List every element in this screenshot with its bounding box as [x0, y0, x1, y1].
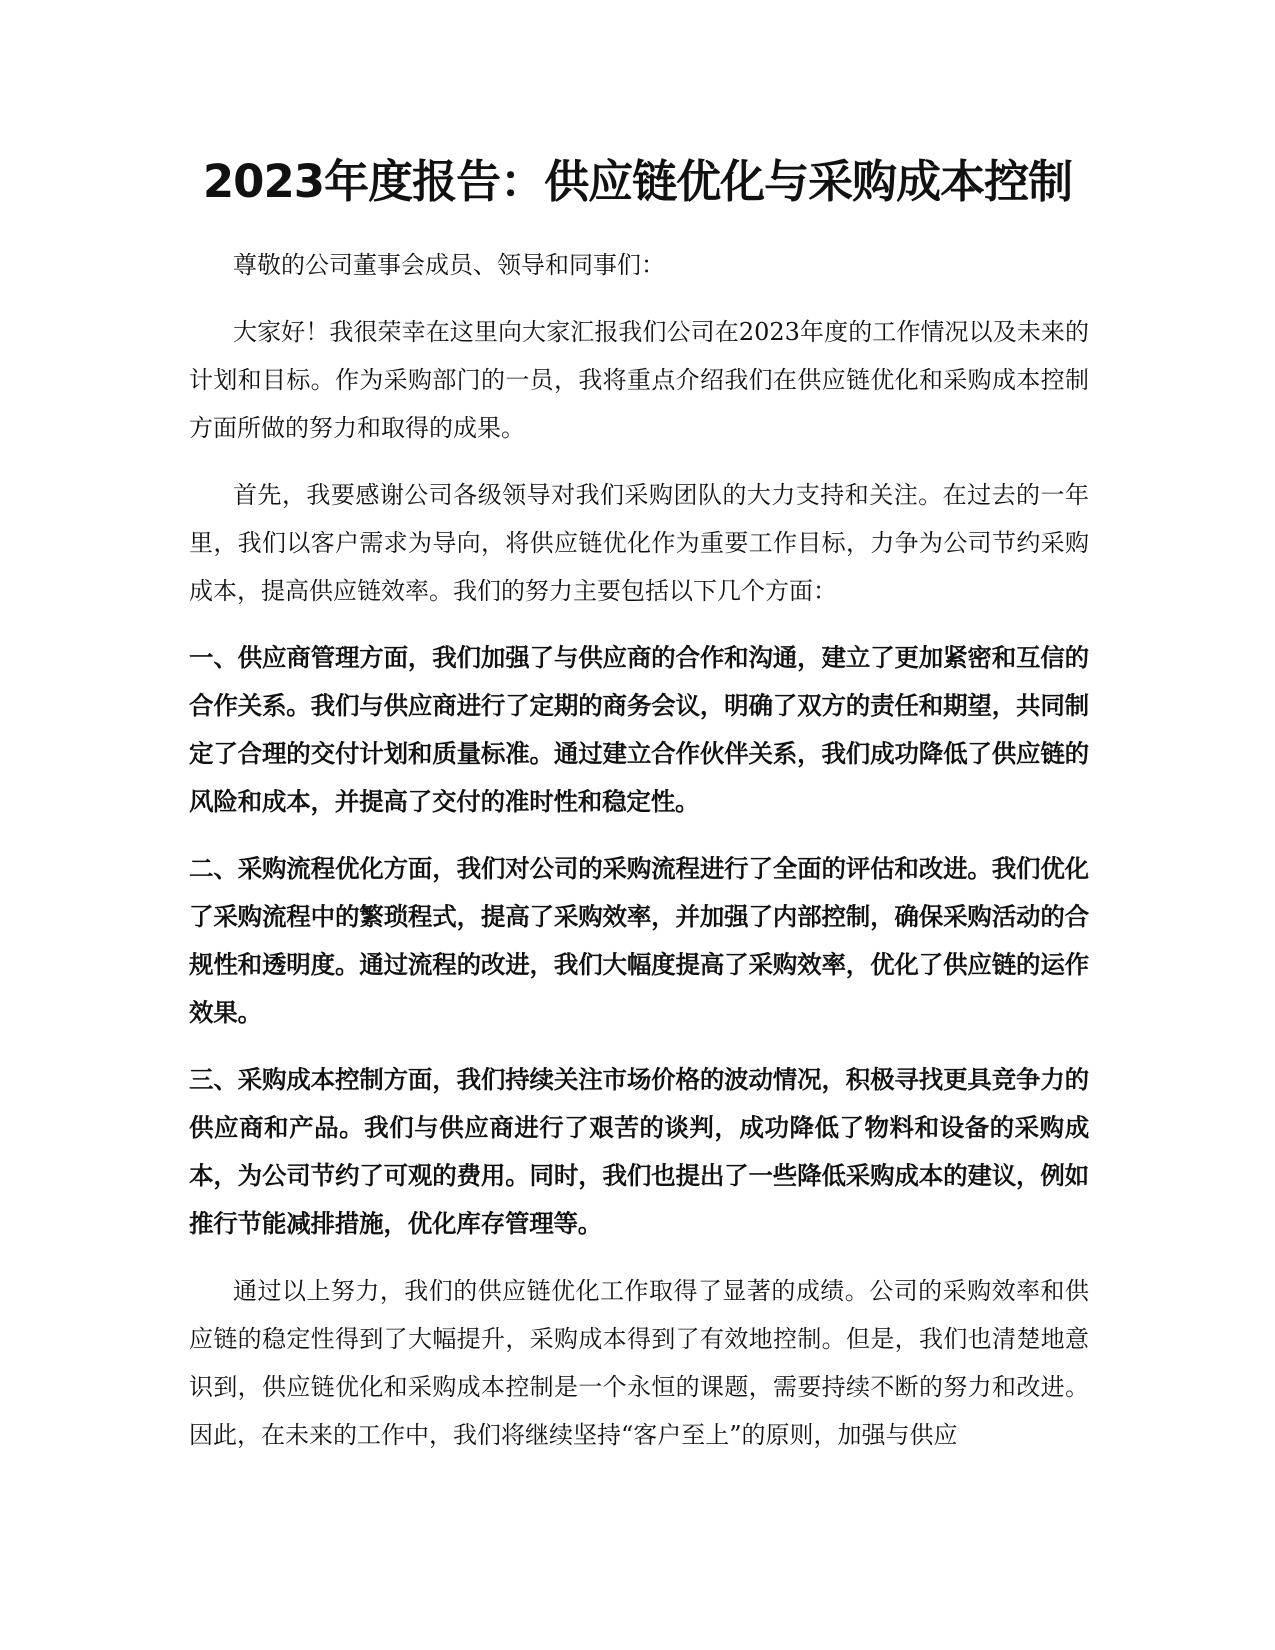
cost-control-paragraph: 三、采购成本控制方面，我们持续关注市场价格的波动情况，积极寻找更具竞争力的供应商和产品。我们与供应商进行了艰苦的谈判，成功降低了物料和设备的采购成本，为公司节约了可观的费用。同时，我们也提出了一些降低采购成本的建议，例如推行节能减排措施，优化库存管理等。	[189, 1065, 1089, 1238]
document-title: 2023年度报告：供应链优化与采购成本控制	[202, 155, 1073, 208]
summary-paragraph: 通过以上努力，我们的供应链优化工作取得了显著的成绩。公司的采购效率和供应链的稳定性得到了大幅提升，采购成本得到了有效地控制。但是，我们也清楚地意识到，供应链优化和采购成本控制是一个永恒的课题，需要持续不断的努力和改进。因此，在未来的工作中，我们将继续坚持“客户至上”的原则，加强与供应	[189, 1277, 1089, 1449]
document-body	[189, 241, 1089, 1478]
greeting-paragraph: 大家好！我很荣幸在这里向大家汇报我们公司在2023年度的工作情况以及未来的计划和目标。作为采购部门的一员，我将重点介绍我们在供应链优化和采购成本控制方面所做的努力和取得的成果。	[189, 318, 1089, 442]
supplier-management-paragraph: 一、供应商管理方面，我们加强了与供应商的合作和沟通，建立了更加紧密和互信的合作关系。我们与供应商进行了定期的商务会议，明确了双方的责任和期望，共同制定了合理的交付计划和质量标准。通过建立合作伙伴关系，我们成功降低了供应链的风险和成本，并提高了交付的准时性和稳定性。	[189, 643, 1089, 816]
salutation-paragraph: 尊敬的公司董事会成员、领导和同事们：	[233, 251, 665, 279]
thanks-paragraph: 首先，我要感谢公司各级领导对我们采购团队的大力支持和关注。在过去的一年里，我们以客户需求为导向，将供应链优化作为重要工作目标，力争为公司节约采购成本，提高供应链效率。我们的努力主要包括以下几个方面：	[189, 481, 1089, 605]
process-optimization-paragraph: 二、采购流程优化方面，我们对公司的采购流程进行了全面的评估和改进。我们优化了采购流程中的繁琐程式，提高了采购效率，并加强了内部控制，确保采购活动的合规性和透明度。通过流程的改进，我们大幅度提高了采购效率，优化了供应链的运作效果。	[189, 854, 1089, 1027]
